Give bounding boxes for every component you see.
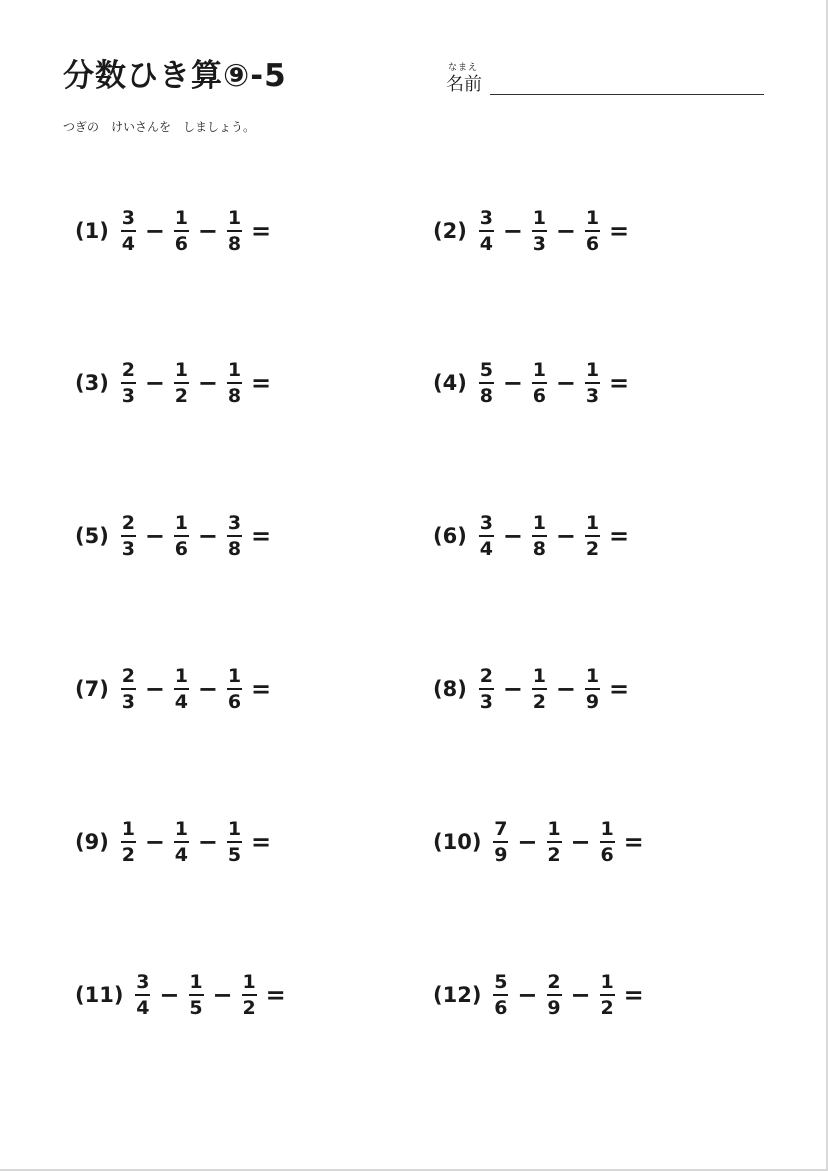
equals-sign: = bbox=[609, 369, 630, 397]
fraction-denominator: 6 bbox=[227, 691, 242, 713]
fraction-bar bbox=[547, 841, 562, 843]
fraction-denominator: 9 bbox=[547, 997, 561, 1019]
problem-11 bbox=[75, 965, 289, 1025]
fraction-denominator: 3 bbox=[121, 691, 135, 713]
fraction-numerator: 1 bbox=[532, 665, 547, 687]
fraction-bar bbox=[532, 535, 547, 537]
fraction-bar bbox=[174, 841, 189, 843]
fraction-bar bbox=[479, 535, 494, 537]
fraction-numerator: 1 bbox=[585, 665, 600, 687]
fraction bbox=[174, 208, 189, 254]
fraction-denominator: 2 bbox=[174, 385, 189, 407]
minus-sign: − bbox=[502, 522, 523, 550]
fraction-bar bbox=[493, 841, 508, 843]
fraction-numerator: 2 bbox=[547, 971, 561, 993]
fraction bbox=[479, 513, 494, 559]
fraction bbox=[493, 819, 508, 865]
fraction-denominator: 6 bbox=[532, 385, 547, 407]
minus-sign: − bbox=[144, 828, 165, 856]
problem-10 bbox=[433, 812, 647, 872]
fraction-numerator: 2 bbox=[121, 665, 135, 687]
fraction-denominator: 8 bbox=[479, 385, 493, 407]
fraction-denominator: 6 bbox=[174, 538, 189, 560]
problem-2 bbox=[433, 201, 632, 261]
problem-number: (1) bbox=[75, 219, 109, 243]
fraction-bar bbox=[121, 382, 136, 384]
fraction-denominator: 2 bbox=[547, 844, 561, 866]
equals-sign: = bbox=[609, 522, 630, 550]
fraction bbox=[121, 666, 136, 712]
fraction-numerator: 1 bbox=[174, 359, 189, 381]
fraction-numerator: 2 bbox=[121, 512, 135, 534]
minus-sign: − bbox=[197, 675, 219, 703]
fraction bbox=[585, 208, 600, 254]
minus-sign: − bbox=[517, 828, 538, 856]
problem-number: (4) bbox=[433, 371, 467, 395]
fraction-numerator: 1 bbox=[585, 359, 600, 381]
problem-1 bbox=[75, 201, 274, 261]
fraction-bar bbox=[493, 994, 508, 996]
fraction-numerator: 7 bbox=[494, 818, 508, 840]
fraction-denominator: 4 bbox=[479, 233, 493, 255]
fraction-denominator: 8 bbox=[227, 233, 242, 255]
minus-sign: − bbox=[212, 981, 233, 1009]
fraction-bar bbox=[479, 688, 494, 690]
fraction-numerator: 1 bbox=[227, 818, 242, 840]
equals-sign: = bbox=[609, 675, 630, 703]
name-write-line[interactable] bbox=[490, 94, 764, 95]
fraction-bar bbox=[174, 382, 189, 384]
minus-sign: − bbox=[502, 217, 523, 245]
fraction-denominator: 6 bbox=[494, 997, 508, 1019]
fraction-numerator: 1 bbox=[600, 818, 614, 840]
equals-sign: = bbox=[623, 981, 644, 1009]
fraction-numerator: 1 bbox=[600, 971, 614, 993]
minus-sign: − bbox=[555, 217, 577, 245]
fraction bbox=[479, 360, 494, 406]
problem-7 bbox=[75, 659, 274, 719]
fraction-numerator: 1 bbox=[174, 818, 189, 840]
problem-6 bbox=[433, 506, 632, 566]
fraction-denominator: 8 bbox=[227, 538, 242, 560]
fraction bbox=[532, 666, 547, 712]
fraction-bar bbox=[174, 535, 189, 537]
fraction bbox=[174, 513, 189, 559]
fraction-denominator: 9 bbox=[494, 844, 508, 866]
fraction-bar bbox=[121, 688, 136, 690]
problem-number: (8) bbox=[433, 677, 467, 701]
fraction bbox=[227, 208, 242, 254]
fraction bbox=[121, 513, 136, 559]
fraction-denominator: 3 bbox=[121, 385, 135, 407]
equals-sign: = bbox=[251, 828, 272, 856]
fraction-denominator: 5 bbox=[189, 997, 203, 1019]
fraction-bar bbox=[600, 994, 615, 996]
fraction-bar bbox=[121, 535, 136, 537]
name-field[interactable] bbox=[446, 60, 766, 100]
fraction-bar bbox=[585, 230, 600, 232]
minus-sign: − bbox=[502, 369, 523, 397]
fraction-numerator: 1 bbox=[121, 818, 135, 840]
fraction-numerator: 1 bbox=[227, 665, 242, 687]
worksheet-title: 分数ひき算⑨-5 bbox=[63, 58, 287, 94]
equals-sign: = bbox=[251, 369, 272, 397]
minus-sign: − bbox=[555, 522, 577, 550]
fraction-numerator: 1 bbox=[585, 512, 600, 534]
minus-sign: − bbox=[159, 981, 180, 1009]
fraction-numerator: 1 bbox=[227, 359, 242, 381]
fraction-denominator: 3 bbox=[121, 538, 135, 560]
fraction-denominator: 2 bbox=[600, 997, 614, 1019]
fraction bbox=[242, 972, 257, 1018]
fraction bbox=[585, 513, 600, 559]
fraction-bar bbox=[227, 688, 242, 690]
problem-number: (12) bbox=[433, 983, 482, 1007]
minus-sign: − bbox=[502, 675, 523, 703]
fraction-numerator: 3 bbox=[136, 971, 150, 993]
fraction bbox=[121, 819, 136, 865]
fraction-numerator: 3 bbox=[227, 512, 242, 534]
fraction-bar bbox=[135, 994, 150, 996]
fraction-denominator: 3 bbox=[532, 233, 547, 255]
fraction-denominator: 6 bbox=[585, 233, 600, 255]
minus-sign: − bbox=[555, 369, 577, 397]
fraction-denominator: 2 bbox=[532, 691, 547, 713]
minus-sign: − bbox=[197, 217, 219, 245]
problem-4 bbox=[433, 353, 632, 413]
name-ruby: なまえ bbox=[448, 63, 479, 73]
fraction-bar bbox=[174, 230, 189, 232]
fraction-bar bbox=[227, 841, 242, 843]
equals-sign: = bbox=[251, 522, 272, 550]
fraction bbox=[174, 819, 189, 865]
fraction bbox=[532, 208, 547, 254]
minus-sign: − bbox=[570, 981, 591, 1009]
fraction bbox=[479, 208, 494, 254]
fraction-bar bbox=[479, 382, 494, 384]
equals-sign: = bbox=[251, 675, 272, 703]
fraction-denominator: 6 bbox=[600, 844, 614, 866]
fraction-numerator: 1 bbox=[227, 207, 242, 229]
fraction-bar bbox=[242, 994, 257, 996]
fraction-numerator: 3 bbox=[479, 512, 493, 534]
fraction-numerator: 3 bbox=[121, 207, 135, 229]
fraction bbox=[547, 819, 562, 865]
fraction-numerator: 3 bbox=[479, 207, 493, 229]
minus-sign: − bbox=[570, 828, 591, 856]
fraction-denominator: 8 bbox=[227, 385, 242, 407]
fraction-numerator: 2 bbox=[479, 665, 493, 687]
fraction-bar bbox=[600, 841, 615, 843]
fraction bbox=[121, 208, 136, 254]
fraction-denominator: 4 bbox=[121, 233, 135, 255]
fraction-numerator: 1 bbox=[532, 512, 547, 534]
fraction bbox=[585, 666, 600, 712]
problem-3 bbox=[75, 353, 274, 413]
minus-sign: − bbox=[144, 675, 165, 703]
fraction-numerator: 5 bbox=[479, 359, 493, 381]
problem-5 bbox=[75, 506, 274, 566]
fraction-numerator: 1 bbox=[189, 971, 203, 993]
fraction-numerator: 5 bbox=[494, 971, 508, 993]
problem-number: (10) bbox=[433, 830, 482, 854]
fraction bbox=[600, 972, 615, 1018]
fraction bbox=[135, 972, 150, 1018]
fraction-numerator: 1 bbox=[547, 818, 561, 840]
minus-sign: − bbox=[197, 828, 219, 856]
problem-8 bbox=[433, 659, 632, 719]
fraction-denominator: 4 bbox=[136, 997, 150, 1019]
fraction bbox=[227, 513, 242, 559]
fraction-denominator: 5 bbox=[227, 844, 242, 866]
fraction-bar bbox=[479, 230, 494, 232]
fraction-denominator: 6 bbox=[174, 233, 189, 255]
fraction bbox=[532, 513, 547, 559]
minus-sign: − bbox=[144, 217, 165, 245]
equals-sign: = bbox=[623, 828, 644, 856]
fraction-numerator: 1 bbox=[532, 359, 547, 381]
equals-sign: = bbox=[251, 217, 272, 245]
instruction-text: つぎの けいさんを しましょう。 bbox=[63, 120, 256, 134]
fraction-denominator: 3 bbox=[585, 385, 600, 407]
fraction-bar bbox=[585, 535, 600, 537]
fraction bbox=[479, 666, 494, 712]
fraction bbox=[493, 972, 508, 1018]
fraction bbox=[600, 819, 615, 865]
fraction-bar bbox=[532, 382, 547, 384]
fraction-bar bbox=[532, 688, 547, 690]
fraction-numerator: 1 bbox=[242, 971, 256, 993]
fraction bbox=[121, 360, 136, 406]
minus-sign: − bbox=[555, 675, 577, 703]
fraction-numerator: 1 bbox=[532, 207, 547, 229]
fraction bbox=[174, 666, 189, 712]
fraction-numerator: 1 bbox=[174, 207, 189, 229]
fraction-bar bbox=[227, 535, 242, 537]
fraction-numerator: 1 bbox=[585, 207, 600, 229]
problem-number: (5) bbox=[75, 524, 109, 548]
fraction-denominator: 2 bbox=[121, 844, 135, 866]
fraction-bar bbox=[585, 688, 600, 690]
equals-sign: = bbox=[609, 217, 630, 245]
fraction-denominator: 4 bbox=[174, 844, 189, 866]
fraction-bar bbox=[121, 841, 136, 843]
minus-sign: − bbox=[144, 522, 165, 550]
fraction bbox=[547, 972, 562, 1018]
fraction-bar bbox=[189, 994, 204, 996]
minus-sign: − bbox=[197, 522, 219, 550]
fraction-bar bbox=[585, 382, 600, 384]
fraction-denominator: 4 bbox=[479, 538, 493, 560]
minus-sign: − bbox=[197, 369, 219, 397]
fraction-denominator: 8 bbox=[532, 538, 547, 560]
problem-12 bbox=[433, 965, 647, 1025]
fraction-bar bbox=[174, 688, 189, 690]
problem-number: (2) bbox=[433, 219, 467, 243]
fraction bbox=[227, 360, 242, 406]
fraction-denominator: 2 bbox=[585, 538, 600, 560]
fraction-denominator: 4 bbox=[174, 691, 189, 713]
fraction bbox=[227, 666, 242, 712]
minus-sign: − bbox=[144, 369, 165, 397]
fraction-numerator: 2 bbox=[121, 359, 135, 381]
fraction-denominator: 3 bbox=[479, 691, 493, 713]
fraction-numerator: 1 bbox=[174, 512, 189, 534]
fraction bbox=[532, 360, 547, 406]
problem-number: (3) bbox=[75, 371, 109, 395]
problem-number: (11) bbox=[75, 983, 124, 1007]
problem-number: (6) bbox=[433, 524, 467, 548]
problem-number: (7) bbox=[75, 677, 109, 701]
fraction bbox=[585, 360, 600, 406]
fraction bbox=[174, 360, 189, 406]
problem-number: (9) bbox=[75, 830, 109, 854]
fraction-bar bbox=[547, 994, 562, 996]
minus-sign: − bbox=[517, 981, 538, 1009]
fraction-bar bbox=[121, 230, 136, 232]
fraction-bar bbox=[532, 230, 547, 232]
problem-9 bbox=[75, 812, 274, 872]
equals-sign: = bbox=[265, 981, 286, 1009]
fraction bbox=[189, 972, 204, 1018]
fraction-denominator: 9 bbox=[585, 691, 600, 713]
fraction-numerator: 1 bbox=[174, 665, 189, 687]
name-label: 名前 bbox=[446, 74, 482, 95]
fraction-denominator: 2 bbox=[242, 997, 256, 1019]
fraction-bar bbox=[227, 230, 242, 232]
fraction-bar bbox=[227, 382, 242, 384]
fraction bbox=[227, 819, 242, 865]
